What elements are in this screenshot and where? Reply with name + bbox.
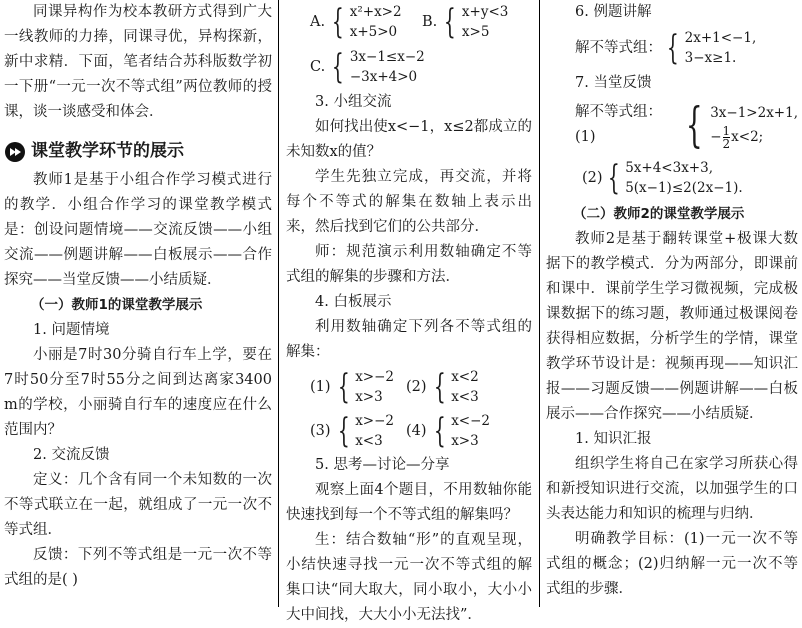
subsection-title-2: （二）教师2的课堂教学展示 xyxy=(573,206,745,222)
step-5-title: 5. 思考—讨论—分享 xyxy=(315,457,450,473)
step-4-title: 4. 白板展示 xyxy=(315,294,392,310)
column-divider-right xyxy=(539,0,540,607)
step-1-title: 1. 问题情境 xyxy=(33,322,110,338)
options-row-ab xyxy=(286,0,532,44)
feedback-system-1: 解不等式组：(1) { 3x−1>2x+1, − $\frac{1}{2}$ x<2; xyxy=(575,97,798,153)
feedback-system-2: (2) { 5x+4<3x+3, 5(x−1)≤2(2x−1). xyxy=(582,158,743,198)
section-heading xyxy=(4,139,272,164)
knowledge-report-title: 1. 知识汇报 xyxy=(575,431,652,447)
step-5-answer: 生：结合数轴“形”的直观呈现，小结快速寻找一元一次不等式组的解集口诀“同大取大，同小取小，大小小大中间找，大大小小无法找”． xyxy=(286,532,532,623)
subsection-2-paragraph: 教师2是基于翻转课堂+极课大数据下的教学模式．分为两部分，即课前和课中．课前学生学习微视频，完成极课数据下的练习题，教师通过极课阅卷获得相应数据，分析学生的学情，课堂教学环节设计是：视频再现——知识汇报——习题反馈——例题讲解——白板展示——合作探究——小结质疑． xyxy=(546,231,798,422)
step-5-question: 观察上面4个题目，不用数轴你能快速找到每一个不等式组的解集吗？ xyxy=(286,482,532,523)
step-3-paragraph-2: 师：规范演示利用数轴确定不等式组的解集的步骤和方法． xyxy=(286,244,532,285)
fraction-one-half: $\frac{1}{2}$ xyxy=(722,123,731,151)
system-4: (4) { x<−2 x>3 xyxy=(406,411,491,451)
option-b: B. { x+y<3 x>5 xyxy=(422,2,509,42)
option-c: C. { 3x−1≤x−2 −3x+4>0 xyxy=(310,47,425,87)
system-3: (3) { x>−2 x<3 xyxy=(310,411,395,451)
column-3 xyxy=(546,0,798,607)
system-1: (1) { x>−2 x>3 xyxy=(310,367,395,407)
knowledge-report-paragraph: 组织学生将自己在家学习所获心得和新授知识进行交流，以加强学生的口头表达能力和知识的梳理与归纳． xyxy=(546,456,798,522)
definition-paragraph: 定义：几个含有同一个未知数的一次不等式联立在一起，就组成了一元一次不等式组． xyxy=(4,472,272,538)
step-6-title: 6. 例题讲解 xyxy=(575,4,652,20)
step-7-title: 7. 当堂反馈 xyxy=(575,75,652,91)
section-title: 课堂教学环节的展示 xyxy=(31,141,184,161)
step-3-title: 3. 小组交流 xyxy=(315,94,392,110)
section-paragraph: 教师1是基于小组合作学习模式进行的教学．小组合作学习的课堂教学模式是：创设问题情境——交流反馈——小组交流——例题讲解——白板展示——合作探究——当堂反馈——小结质疑． xyxy=(4,172,272,288)
system-2: (2) { x<2 x<3 xyxy=(406,367,479,407)
subsection-title-1: （一）教师1的课堂教学展示 xyxy=(31,297,203,313)
step-1-paragraph: 小丽是7时30分骑自行车上学，要在7时50分至7时55分之间到达离家3400 m的学校，小丽骑自行车的速度应在什么范围内？ xyxy=(4,347,272,438)
section-marker-icon xyxy=(4,141,26,163)
systems-row-2 xyxy=(286,409,532,453)
feedback-question: 反馈：下列不等式组是一元一次不等式组的是( ) xyxy=(4,547,272,588)
step-3-question: 如何找出使x<−1，x≤2都成立的未知数x的值？ xyxy=(286,119,532,160)
option-a: A. { x²+x>2 x+5>0 xyxy=(310,2,402,42)
example-system: 解不等式组： { 2x+1<−1, 3−x≥1. xyxy=(575,28,757,68)
teaching-goal-paragraph: 明确教学目标：(1)一元一次不等式组的概念；(2)归纳解一元一次不等式组的步骤． xyxy=(546,531,798,597)
systems-row-1 xyxy=(286,365,532,409)
column-1 xyxy=(4,0,272,607)
step-2-title: 2. 交流反馈 xyxy=(33,447,110,463)
column-2 xyxy=(286,0,532,623)
column-divider-left xyxy=(278,0,279,607)
intro-paragraph: 同课异构作为校本教研方式得到广大一线教师的力捧，同课寻优，异构探新，新中求精．下面，笔者结合苏科版数学初一下册“一元一次不等式组”两位教师的授课，谈一谈感受和体会． xyxy=(4,4,272,120)
step-4-question: 利用数轴确定下列各不等式组的解集： xyxy=(286,319,532,360)
step-3-paragraph-1: 学生先独立完成，再交流，并将每个不等式的解集在数轴上表示出来，然后找到它们的公共部分． xyxy=(286,169,532,235)
